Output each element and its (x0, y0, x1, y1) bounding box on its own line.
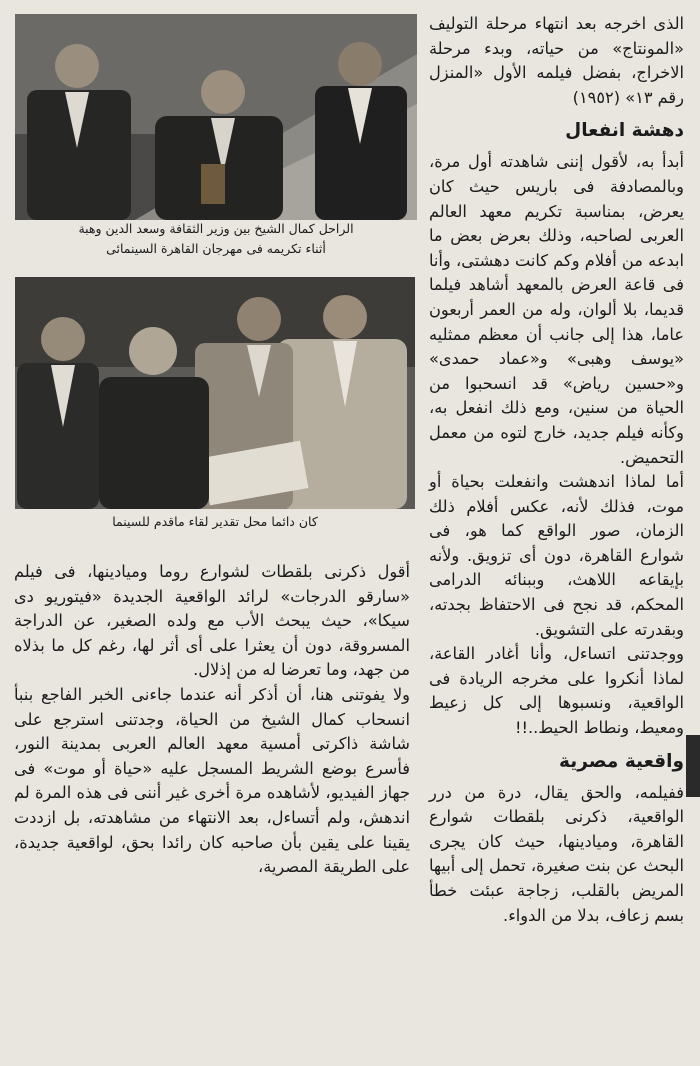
photo-award-ceremony (15, 14, 417, 220)
page-edge-tab (686, 735, 700, 797)
photo-award-ceremony-image (15, 14, 417, 220)
paragraph: أما لماذا اندهشت وانفعلت بحياة أو موت، فذلك لأنه، عكس أفلام ذلك الزمان، صور الواقع كما هو، فى شوارع القاهرة، دون أى تزويق. ولأنه بإيقاعه اللاهث، وببنائه الدرامى المحكم، قد نجح فى الاحتفاظ بجدته، وبقدرته على التشويق. (429, 472, 684, 639)
photo-appreciation-image (15, 277, 415, 509)
photo-appreciation (15, 277, 415, 509)
photo-appreciation-caption (15, 512, 415, 532)
paragraph: ووجدتنى اتساءل، وأنا أغادر القاعة، لماذا أنكروا على مخرجه الريادة فى الواقعية، ونسبوها إلى كل زعيط ومعيط، ونطاط الحيط..!! (429, 644, 684, 738)
paragraph: أبدأ به، لأقول إننى شاهدته أول مرة، وبالمصادفة فى باريس حيث كان يعرض، بمناسبة تكريم معهد العالم العربى لصاحبه، وذلك بعرض بعض ما ابدعه من أفلام وكم كانت دهشتى، وأنا فى قاعة العرض بالمعهد أشاهد فيلما قديما، بلا ألوان، وله من العمر أربعون عاما، هذا إلى جانب أن معظم ممثليه «يوسف وهبى» و«عماد حمدى» و«حسين رياض» قد انسحبوا من الحياة من سنين، ومع ذلك انفعل به، وكأنه فيلم جديد، خارج لتوه من معمل التحميض. (429, 152, 684, 467)
paragraph: ففيلمه، والحق يقال، درة من درر الواقعية، ذكرنى بلقطات شوارع القاهرة، وميادينها، حيث كان يجرى البحث عن بنت صغيرة، تحمل إلى أبيها المريض بالقلب، زجاجة عبئت خطأ بسم زعاف، بدلا من الدواء. (429, 782, 684, 925)
paragraph: الذى اخرجه بعد انتهاء مرحلة التوليف «المونتاج» من حياته، وبدء مرحلة الاخراج، بفضل فيلمه الأول «المنزل رقم ١٣» (١٩٥٢) (429, 14, 684, 107)
right-text-column (429, 12, 684, 928)
caption-line: أثناء تكريمه فى مهرجان القاهرة السينمائى (106, 241, 326, 256)
caption-line: الراحل كمال الشيخ بين وزير الثقافة وسعد الدين وهبة (78, 221, 354, 236)
section-heading-shock: دهشة انفعال (565, 120, 684, 142)
photo-award-ceremony-caption (15, 219, 417, 259)
paragraph: ولا يفوتنى هنا، أن أذكر أنه عندما جاءنى الخبر الفاجع بنبأ انسحاب كمال الشيخ من الحياة، وجدتنى استرجع على شاشة ذاكرتى أمسية معهد العالم العربى بمدينة النور، فأسرع بوضع الشريط المسجل عليه «حياة أو موت» فى جهاز الفيديو، لأشاهده مرة أخرى غير أننى فى هذه المرة لم اندهش، ولم أتساءل، بعد الانتهاء من مشاهدته، بل ازددت يقينا على يقين بأن صاحبه كان رائدا بحق، لواقعية جديدة، على الطريقة المصرية، (14, 684, 410, 877)
caption-line: كان دائما محل تقدير لقاء ماقدم للسينما (112, 514, 318, 529)
left-text-column (14, 560, 410, 880)
section-heading-egyptian-realism: واقعية مصرية (559, 750, 684, 772)
paragraph: أقول ذكرنى بلقطات لشوارع روما وميادينها، فى فيلم «سارقو الدرجات» لرائد الواقعية الجديدة «فيتوريو دى سيكا»، حيث يبحث الأب مع ولده الصغير، عن الدراجة المسروقة، دون أن يعثرا على أى أثر لها، رغم كل ما بذلاه من جهد، وما تعرضا له من إذلال. (14, 562, 410, 680)
